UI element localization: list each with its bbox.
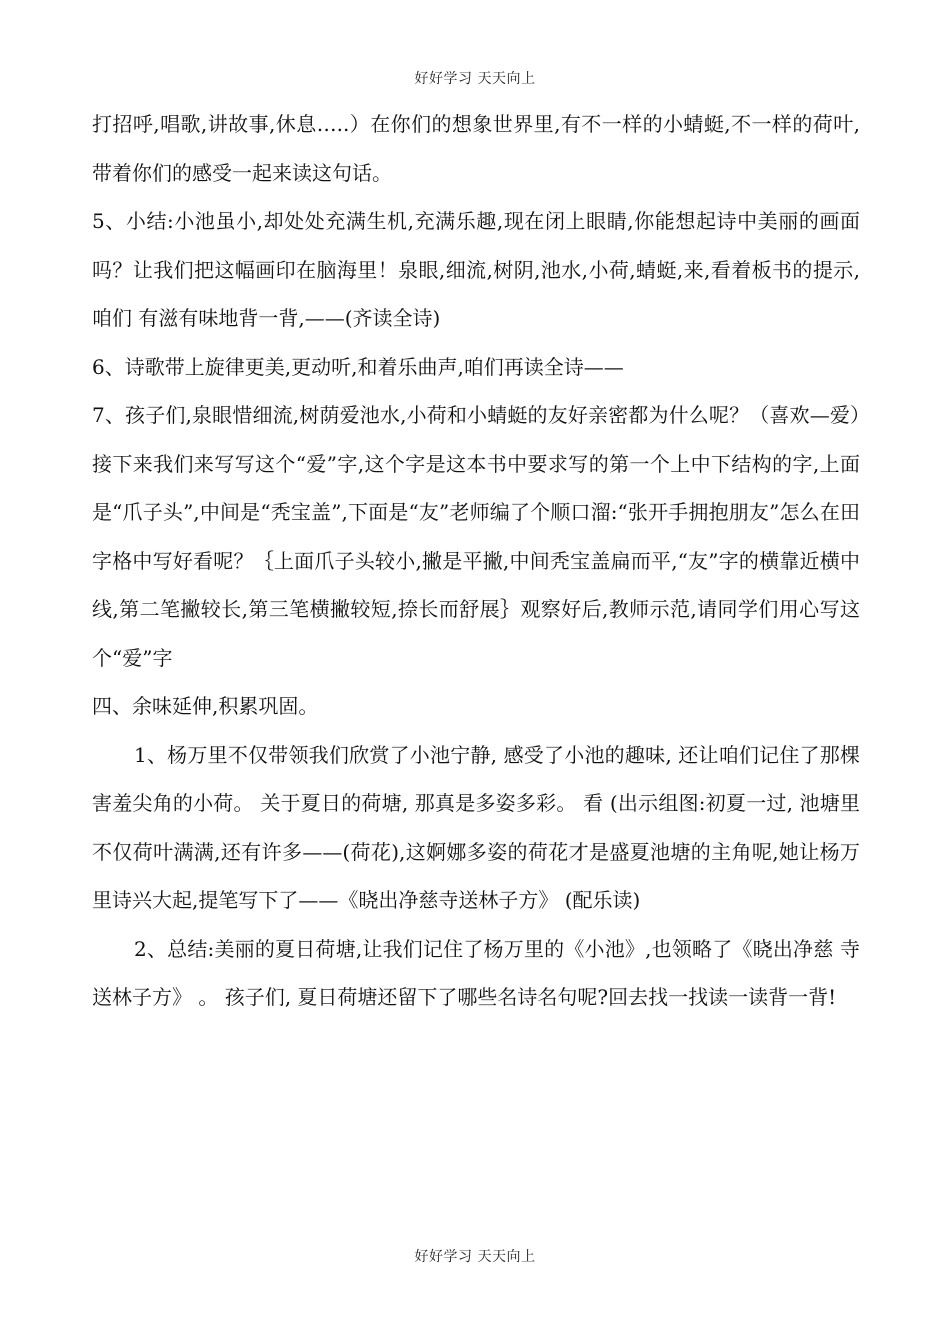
paragraph-step-6: 6、诗歌带上旋律更美,更动听,和着乐曲声,咱们再读全诗—— <box>92 354 624 379</box>
paragraph-step-7: 7、孩子们,泉眼惜细流,树荫爱池水,小荷和小蜻蜓的友好亲密都为什么呢？（喜欢—爱）接下来我们来写写这个“爱”字,这个字是这本书中要求写的第一个上中下结构的字,上面是“爪子头”,中间是“秃宝盖”,下面是“友”老师编了个顺口溜:“张开手拥抱朋友”怎么在田字格中写好看呢？｛上面爪子头较小,撇是平撇,中间秃宝盖扁而平,“友”字的横靠近横中线,第二笔撇较长,第三笔横撇较短,捺长而舒展｝观察好后,教师示范,请同学们用心写这个“爱”字 <box>92 403 860 670</box>
paragraph-extension-1: 1、杨万里不仅带领我们欣赏了小池宁静, 感受了小池的趣味, 还让咱们记住了那棵 害羞尖角的小荷。 关于夏日的荷塘, 那真是多姿多彩。 看 (出示组图:初夏一过, 池塘里不仅荷叶满满,还有许多——(荷花),这婀娜多姿的荷花才是盛夏池塘的主角呢,她让杨万里诗兴大起,提笔写下了——《晓出净慈寺送林子方》 (配乐读) <box>92 742 860 912</box>
page-header: 好好学习 天天向上 <box>414 71 536 87</box>
section-heading-4: 四、余味延伸,积累巩固。 <box>92 694 319 718</box>
paragraph-continuation: 打招呼,唱歌,讲故事,休息…..）在你们的想象世界里,有不一样的小蜻蜓,不一样的荷叶,带着你们的感受一起来读这句话。 <box>92 112 860 185</box>
paragraph-extension-2: 2、总结:美丽的夏日荷塘,让我们记住了杨万里的《小池》,也领略了《晓出净慈 寺送林子方》 。 孩子们, 夏日荷塘还留下了哪些名诗名句呢?回去找一找读一读背一背! <box>92 936 860 1009</box>
paragraph-summary-5: 5、小结:小池虽小,却处处充满生机,充满乐趣,现在闭上眼睛,你能想起诗中美丽的画面吗？让我们把这幅画印在脑海里！泉眼,细流,树阴,池水,小荷,蜻蜓,来,看着板书的提示,咱们 有滋有味地背一背,——(齐读全诗) <box>92 209 860 330</box>
page-footer: 好好学习 天天向上 <box>414 1249 536 1265</box>
document-body <box>92 100 860 1022</box>
